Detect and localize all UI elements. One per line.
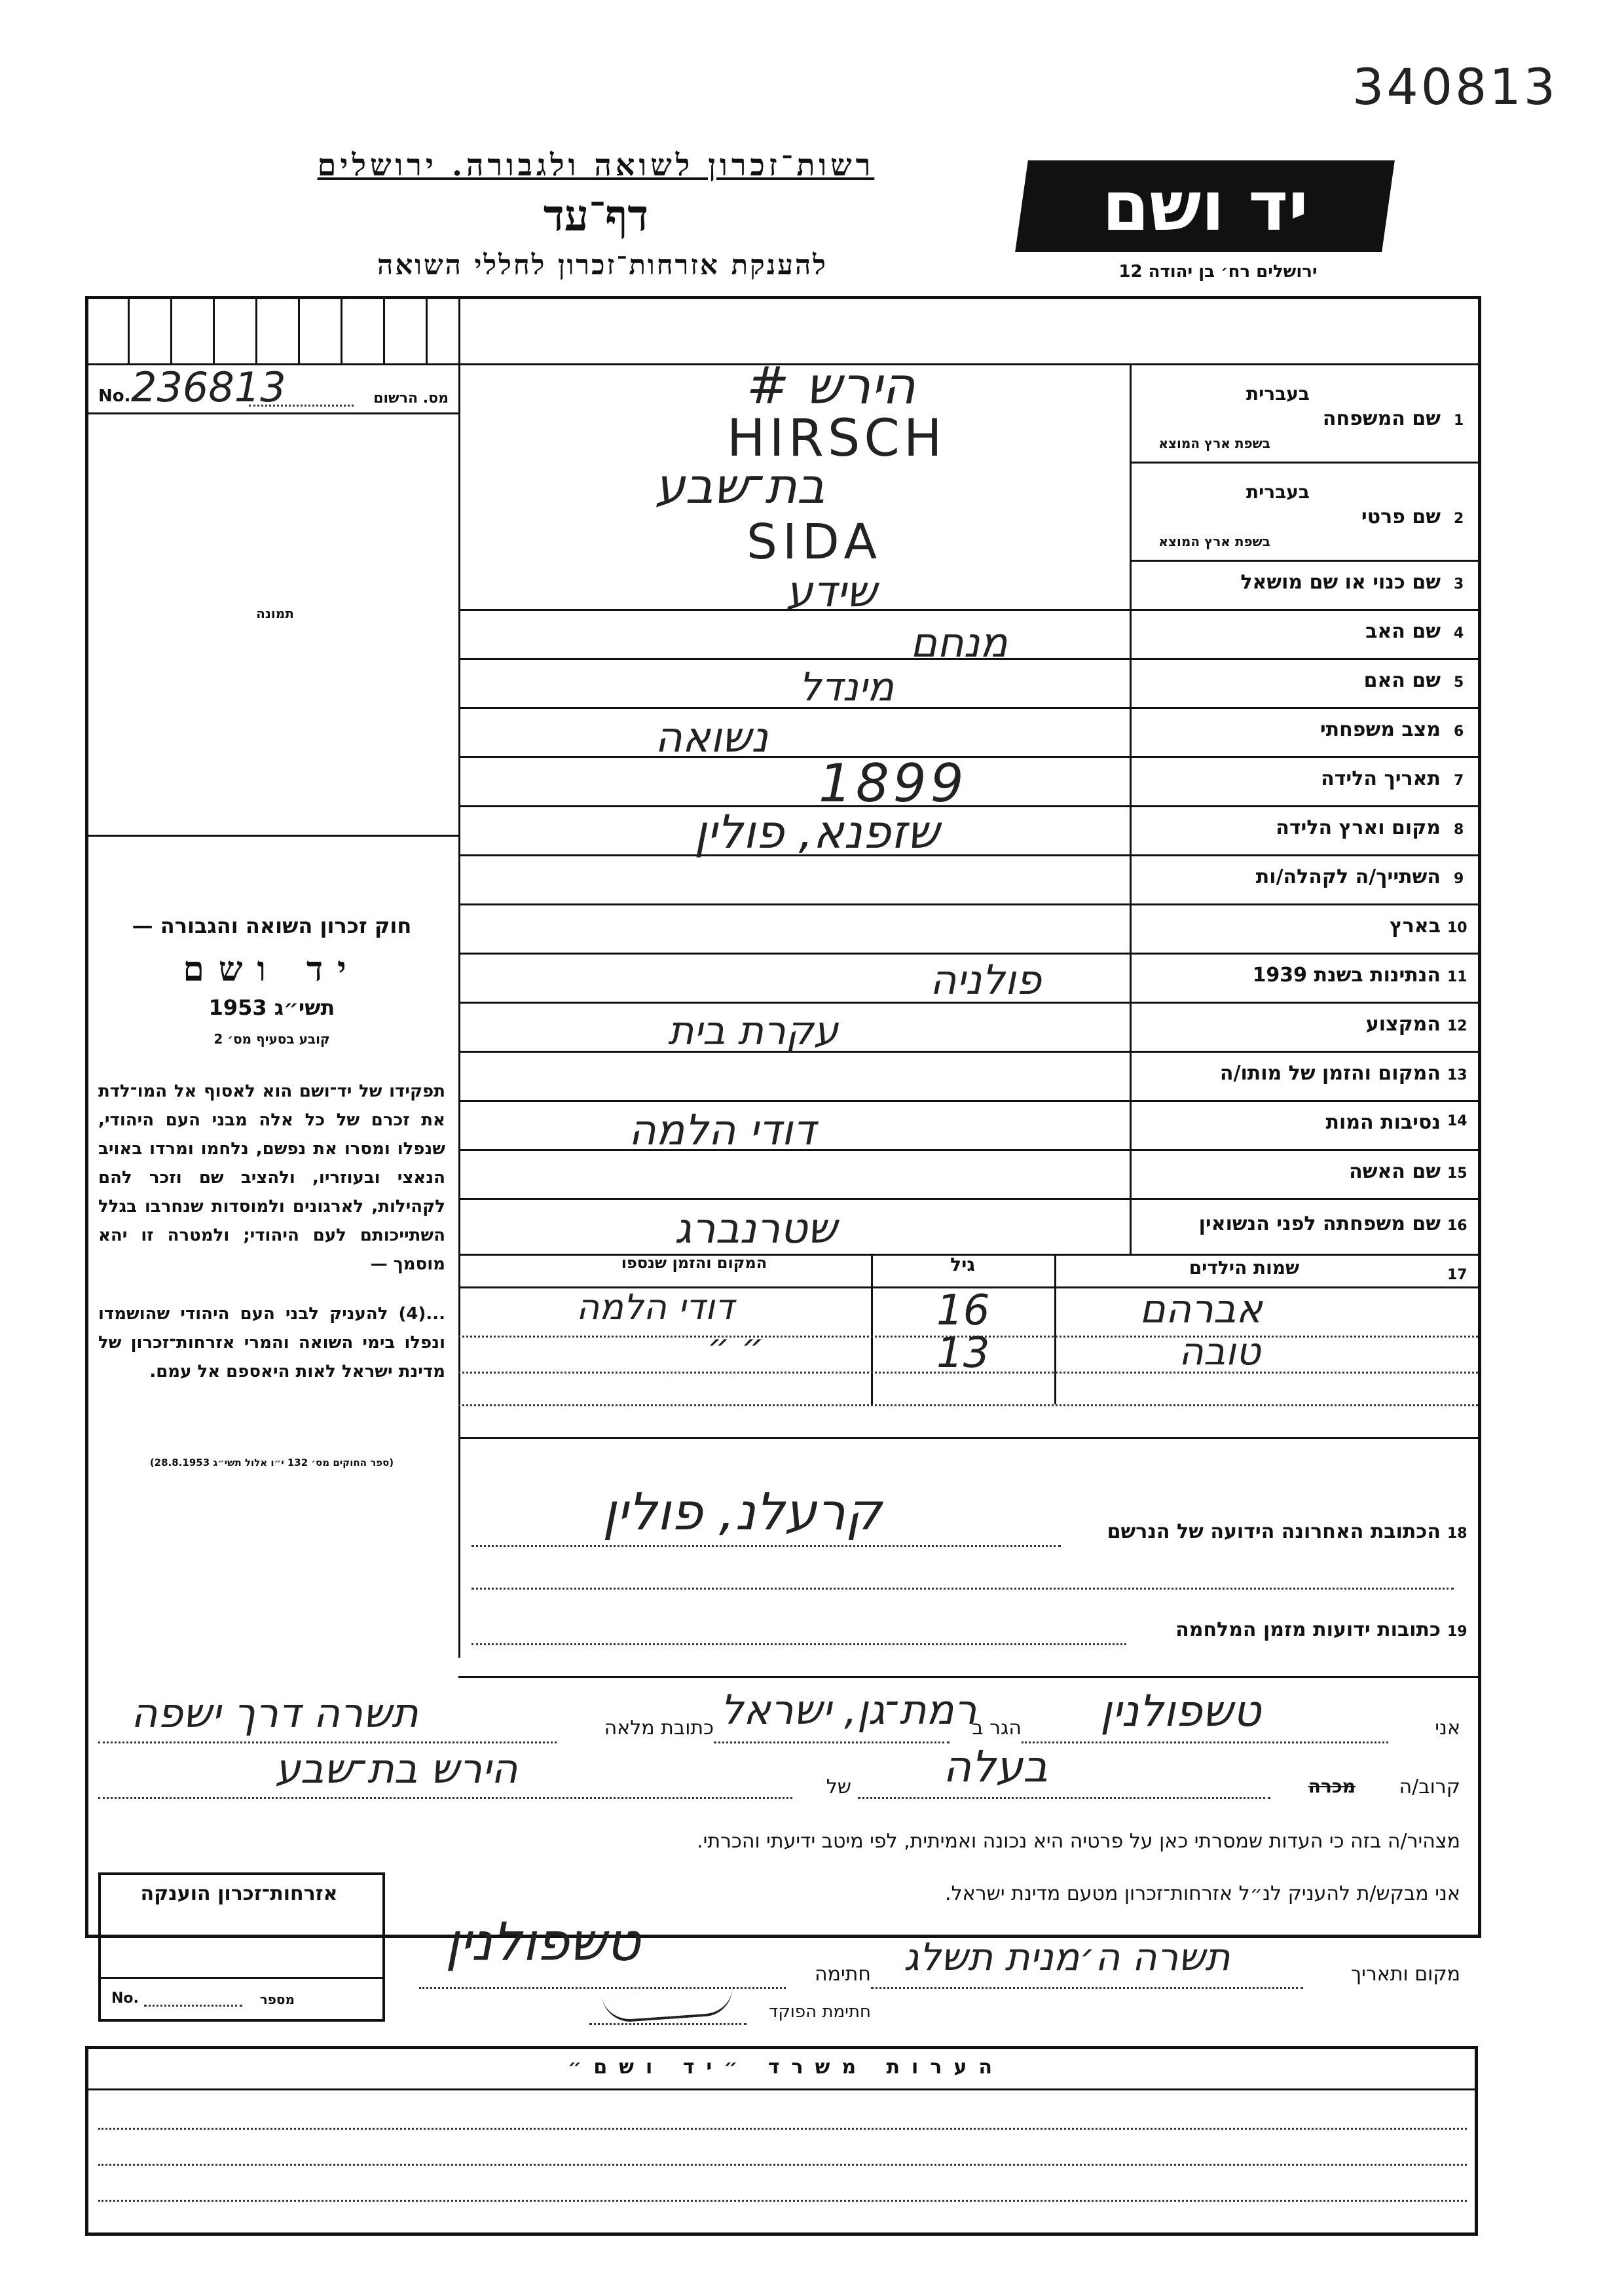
label-birth-date: תאריך הלידה (1321, 767, 1441, 790)
row-number: 6 (1454, 723, 1464, 740)
form-title: דף־עד (543, 190, 649, 241)
row-line-8 (458, 854, 1478, 856)
wartime-dots (471, 1643, 1126, 1645)
declarant-signature: טשפולנין (445, 1912, 640, 1973)
registration-dots (249, 405, 354, 407)
declarant-dots (1022, 1741, 1388, 1743)
strip-cell (170, 296, 172, 363)
value-maiden-name: שטרנברג (674, 1205, 838, 1253)
label-father: שם האב (1365, 620, 1441, 643)
label-mother: שם האם (1363, 669, 1441, 692)
photo-label: תמונה (256, 606, 294, 621)
value-marital-status: נשואה (655, 714, 768, 762)
children-col-divider (1054, 1254, 1056, 1404)
row-number: 9 (1454, 871, 1464, 887)
children-col-place: המקום והזמן שנספו (621, 1254, 767, 1272)
strip-cell (426, 296, 428, 363)
label-wartime-addresses: כתובות ידועות מזמן המלחמה (1175, 1618, 1441, 1641)
label-officer-signature: חתימת הפוקד (769, 2002, 871, 2022)
declarant-resides: רמת־גן, ישראל (720, 1686, 977, 1734)
law-name: יד ושם (183, 949, 361, 989)
registration-no-prefix: No. (98, 386, 131, 406)
row-number: 7 (1454, 773, 1464, 789)
notes-dots (98, 2128, 1467, 2130)
row-number: 18 (1447, 1525, 1467, 1542)
child-place: דודי הלמה (576, 1286, 734, 1328)
declarant-relation: בעלה (943, 1741, 1048, 1792)
label-relative: קרוב/ה (1399, 1776, 1460, 1798)
label-occupation: המקצוע (1365, 1013, 1441, 1036)
value-surname-hebrew: הירש # (747, 357, 915, 416)
row-line-19-bottom (458, 1676, 1478, 1678)
label-nickname: שם כנוי או שם מושאל (1240, 571, 1441, 594)
label-country-language: בשפת ארץ המוצא (1158, 435, 1270, 451)
law-paragraph-2: ...(4) להעניק לבני העם היהודי שהושמדו ונפלו בימי השואה והמרי אזרחות־זכרון של מדינת ישראל לאות היאספם אל עמם. (98, 1304, 445, 1381)
value-first-name-hebrew: בת־שבע (655, 458, 825, 515)
value-last-address: קרעלנ, פולין (602, 1483, 882, 1542)
row-line-12 (458, 1051, 1478, 1053)
row-line-13 (458, 1100, 1478, 1102)
value-surname-latin: HIRSCH (727, 409, 946, 468)
award-dots (144, 2005, 242, 2007)
row-number: 5 (1454, 674, 1464, 691)
row-number: 19 (1447, 1624, 1467, 1640)
of-dots (98, 1797, 792, 1799)
label-marital-status: מצב משפחתי (1320, 718, 1441, 741)
label-i: אני (1435, 1717, 1460, 1740)
child-age: 13 (936, 1329, 990, 1377)
children-col-divider (871, 1254, 873, 1404)
child-name: טובה (1179, 1329, 1261, 1374)
row-number: 2 (1454, 511, 1464, 527)
photo-bottom-line (85, 835, 458, 837)
yad-vashem-logo (1015, 160, 1395, 252)
stamp-number: 340813 (1352, 58, 1559, 116)
label-death-circumstances: נסיבות המות (1325, 1111, 1441, 1134)
office-notes-label: הערות משרד ״יד ושם״ (568, 2056, 1004, 2079)
label-nationality-1939: הנתינות בשנת 1939 (1252, 964, 1441, 987)
row-number: 8 (1454, 822, 1464, 838)
row-number: 11 (1447, 969, 1467, 985)
address: ירושלים רח׳ בן יהודה 12 (1118, 262, 1318, 282)
col-divider-labels (1130, 363, 1132, 1254)
address-dots (98, 1741, 557, 1743)
registration-number: 236813 (131, 363, 286, 411)
label-full-address: כתובת מלאה (604, 1717, 714, 1740)
relative-dots (858, 1797, 1270, 1799)
officer-dots (589, 2023, 747, 2025)
strip-cell (255, 296, 257, 363)
row-number: 3 (1454, 576, 1464, 592)
label-surname: שם המשפחה (1322, 407, 1441, 430)
strip-cell (341, 296, 342, 363)
notes-top-line (85, 2046, 1478, 2049)
label-of: של (826, 1776, 851, 1798)
law-section: קובע בסעיף מס׳ 2 (213, 1031, 330, 1047)
declarant-full-address: תשרה דרך ישפה (131, 1689, 418, 1737)
row-number: 1 (1454, 412, 1464, 429)
request-text: אני מבקש/ת להעניק לנ״ל אזרחות־זכרון מטעם מדינת ישראל. (945, 1882, 1460, 1905)
notes-dots (98, 2200, 1467, 2202)
row-number: 17 (1447, 1267, 1467, 1283)
value-nationality-1939: פולניה (930, 956, 1042, 1004)
value-death-circumstances: דודי הלמה (629, 1106, 816, 1155)
row-number: 14 (1447, 1113, 1467, 1129)
label-in-hebrew: בעברית (1246, 383, 1310, 405)
row-line-5 (458, 707, 1478, 709)
col-divider-values (458, 296, 460, 1658)
row-line-3 (458, 609, 1478, 611)
row-number: 10 (1447, 920, 1467, 936)
value-occupation: עקרת בית (668, 1008, 839, 1054)
row-number: 15 (1447, 1165, 1467, 1182)
relation-struck: מכרה (1308, 1776, 1356, 1797)
row-number: 4 (1454, 625, 1464, 642)
award-number-label: מספר (259, 1992, 295, 2007)
label-resides: הגר ב (972, 1717, 1022, 1740)
declaration-text: מצהיר/ה בזה כי העדות שמסרתי כאן על פרטיה היא נכונה ואמיתית, לפי מיטב ידיעתי והכרתי. (697, 1830, 1460, 1853)
label-maiden-name: שם משפחתה לפני הנשואין (1198, 1212, 1441, 1235)
row-number: 13 (1447, 1067, 1467, 1084)
strip-cell (213, 296, 215, 363)
row-number: 12 (1447, 1018, 1467, 1034)
declarant-place-date: תשרה ה׳מנית תשלג (904, 1935, 1230, 1979)
value-father: מנחם (910, 619, 1008, 666)
row-line-14 (458, 1149, 1478, 1151)
value-birth-place: שזפנא, פולין (694, 805, 940, 859)
row-line-18-top (458, 1437, 1478, 1439)
label-in-hebrew: בעברית (1246, 481, 1310, 503)
label-community: השתייך/ה לקהלה/ות (1255, 866, 1441, 888)
authority-name: רשות־זכרון לשואה ולגבורה. ירושלים (317, 147, 875, 183)
row-line-1 (1130, 462, 1478, 464)
value-birth-date: 1899 (819, 753, 968, 814)
value-mother: מינדל (799, 665, 895, 710)
resides-dots (714, 1741, 950, 1743)
value-first-name-latin: SIDA (747, 514, 883, 570)
children-col-age: גיל (950, 1254, 975, 1275)
children-row-line (458, 1404, 1478, 1406)
officer-signature-mark (602, 1986, 735, 2024)
row-line-10 (458, 953, 1478, 955)
label-country: בארץ (1389, 915, 1441, 938)
notes-left-edge (85, 2046, 88, 2234)
law-paragraph-1: תפקידו של יד־ושם הוא לאסוף אל המו־לדת את זכרם של כל אלה מבני העם היהודי, שנפלו ומסרו את נפשם, נלחמו ומרדו באויב הנאצי ובעוזריו, ולהציב שם וזכר להם לקהילות, לארגונים ולמוסדות שנחרבו בגלל השתייכותם לעם היהודי; ולמטרה זו יהא מוסמך — (98, 1082, 445, 1274)
notes-line (85, 2088, 1478, 2090)
children-col-names: שמות הילדים (1189, 1257, 1300, 1279)
strip-cell (128, 296, 130, 363)
row-number: 16 (1447, 1218, 1467, 1234)
logo-text: יד ושם (1101, 166, 1308, 246)
label-country-language: בשפת ארץ המוצא (1158, 534, 1270, 549)
award-no-prefix: No. (111, 1990, 139, 2007)
registration-label: מס. הרשום (373, 390, 449, 407)
strip-cell (298, 296, 300, 363)
label-death-place-time: המקום והזמן של מותו/ה (1219, 1062, 1441, 1085)
row-line-15 (458, 1198, 1478, 1200)
award-box-line (98, 1977, 382, 1979)
last-address-dots (471, 1545, 1061, 1547)
law-citation: (ספר החוקים מס׳ 132 י״ו אלול תשי״ג 28.8.1953) (149, 1457, 394, 1468)
label-wife-name: שם האשה (1349, 1160, 1441, 1183)
child-place: ״ ״ (707, 1326, 764, 1367)
label-place-date: מקום ותאריך (1351, 1963, 1460, 1986)
declarant-of-value: הירש בת־שבע (275, 1745, 518, 1793)
label-last-address: הכתובת האחרונה הידועה של הנרשם (1107, 1520, 1441, 1543)
notes-dots (98, 2164, 1467, 2166)
law-year: תשי״ג 1953 (208, 995, 335, 1020)
photo-top-line (85, 412, 458, 414)
label-signature: חתימה (814, 1963, 871, 1986)
declarant-name: טשפולנין (1100, 1686, 1261, 1736)
value-nickname: שידע (786, 566, 877, 617)
law-title: חוק זכרון השואה והגבורה — (132, 913, 412, 938)
award-box-title: אזרחות־זכרון הוענקה (140, 1882, 338, 1905)
strip-cell (383, 296, 385, 363)
row-line-7 (458, 805, 1478, 807)
notes-right-edge (1475, 2046, 1478, 2234)
label-first-name: שם פרטי (1361, 505, 1441, 528)
row-line-6 (458, 756, 1478, 758)
child-age: 16 (936, 1286, 990, 1335)
child-name: אברהם (1139, 1286, 1263, 1332)
row-line-2 (1130, 560, 1478, 562)
row-line-9 (458, 903, 1478, 905)
last-address-dots-2 (471, 1588, 1454, 1590)
notes-bottom-line (85, 2232, 1478, 2236)
place-date-dots (871, 1987, 1303, 1989)
form-purpose: להענקת אזרחות־זכרון לחללי השואה (377, 249, 828, 281)
label-birth-place: מקום וארץ הלידה (1276, 816, 1441, 839)
